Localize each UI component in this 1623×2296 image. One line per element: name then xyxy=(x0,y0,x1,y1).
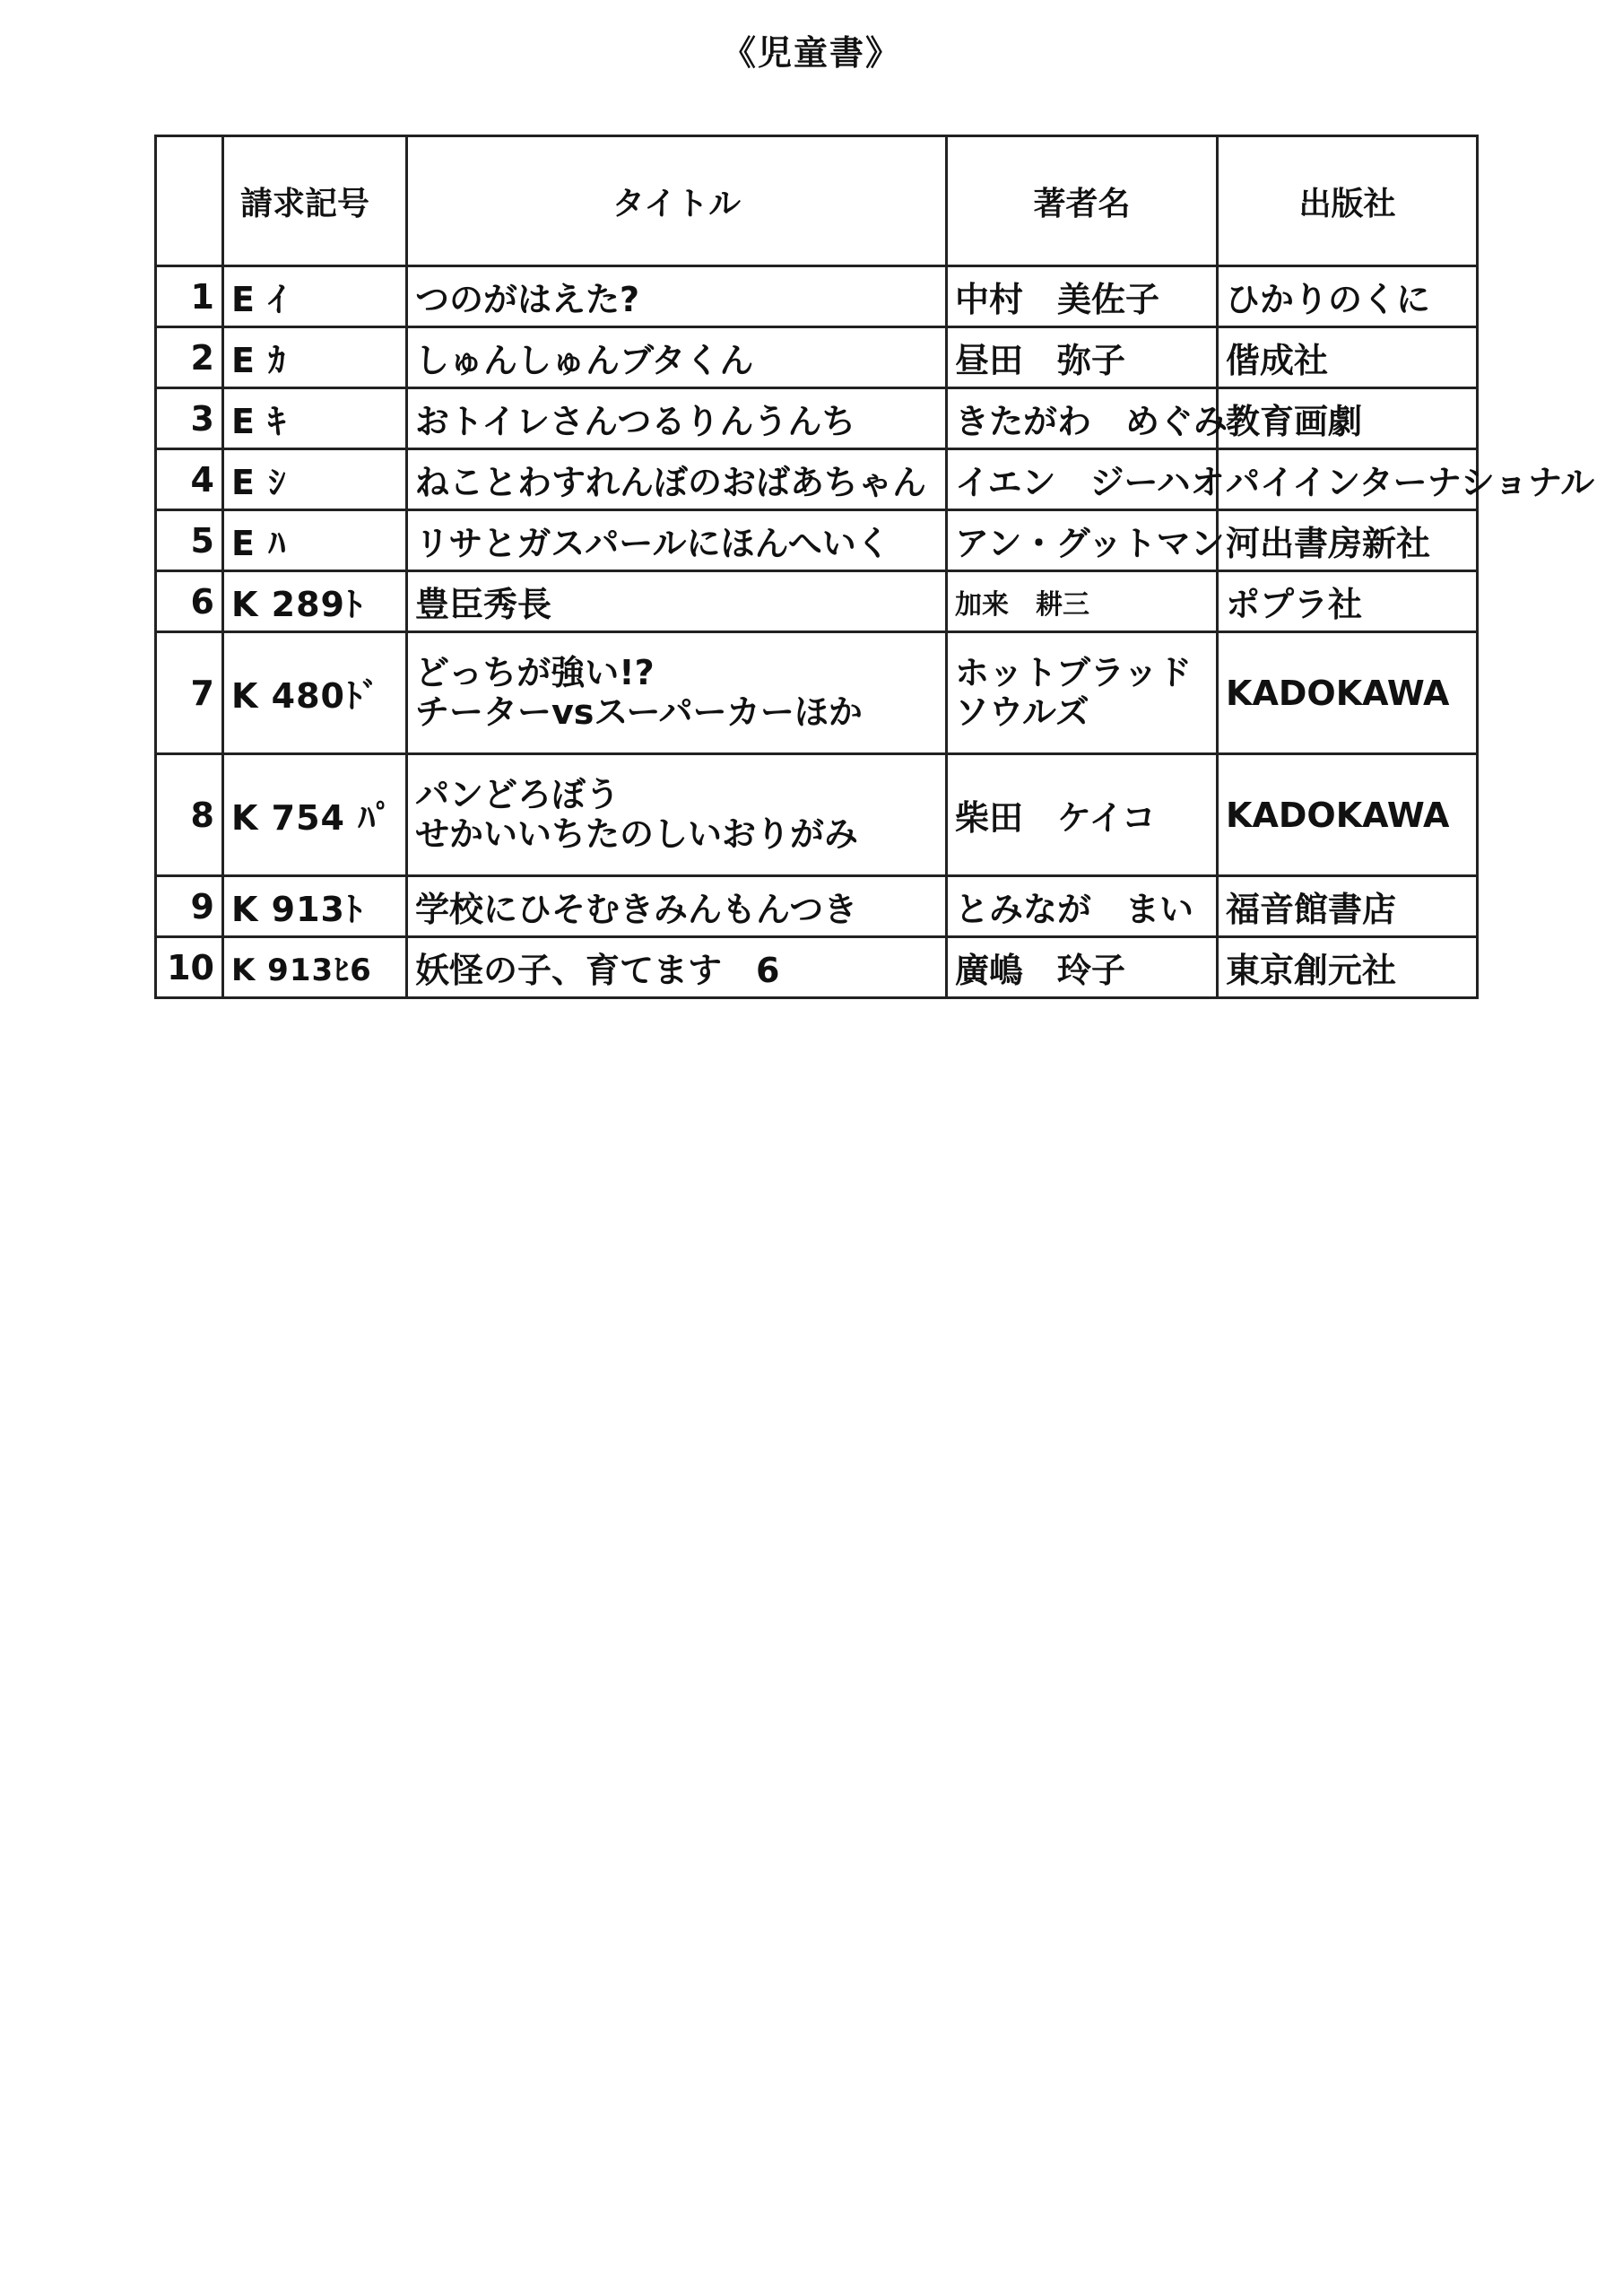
book-title: ねことわすれんぼのおばあちゃん xyxy=(407,449,947,510)
row-number: 4 xyxy=(156,449,223,510)
call-number: K 480ﾄﾞ xyxy=(223,632,407,754)
row-number: 9 xyxy=(156,876,223,937)
book-title: おトイレさんつるりんうんち xyxy=(407,388,947,449)
author-name: アン・グットマン xyxy=(947,510,1218,571)
call-number: E ｶ xyxy=(223,327,407,388)
call-number: E ｼ xyxy=(223,449,407,510)
book-title-line: チーターvsスーパーカーほか xyxy=(415,691,863,732)
book-title: リサとガスパールにほんへいく xyxy=(407,510,947,571)
publisher-name: パイインターナショナル xyxy=(1218,449,1478,510)
author-name: とみなが まい xyxy=(947,876,1218,937)
row-number: 8 xyxy=(156,754,223,876)
publisher-name: 福音館書店 xyxy=(1218,876,1478,937)
page-title: 《児童書》 xyxy=(721,33,901,73)
call-number: K 913ﾋ6 xyxy=(223,937,407,998)
publisher-name: 河出書房新社 xyxy=(1218,510,1478,571)
book-title: つのがはえた? xyxy=(407,266,947,327)
header-number xyxy=(156,136,223,266)
header-author: 著者名 xyxy=(947,136,1218,266)
call-number: E ｷ xyxy=(223,388,407,449)
author-name xyxy=(947,632,1218,754)
row-number: 6 xyxy=(156,571,223,632)
author-name: 柴田 ケイコ xyxy=(947,754,1218,876)
table-row xyxy=(156,571,1478,632)
table-row xyxy=(156,937,1478,998)
table-row xyxy=(156,632,1478,754)
book-title: 学校にひそむきみんもんつき xyxy=(407,876,947,937)
call-number: E ﾊ xyxy=(223,510,407,571)
book-title-line: パンどろぼう xyxy=(415,774,621,814)
table-row xyxy=(156,510,1478,571)
table-row xyxy=(156,876,1478,937)
publisher-name: ひかりのくに xyxy=(1218,266,1478,327)
table-row xyxy=(156,327,1478,388)
row-number: 5 xyxy=(156,510,223,571)
table-row xyxy=(156,266,1478,327)
header-publisher: 出版社 xyxy=(1218,136,1478,266)
author-name: 中村 美佐子 xyxy=(947,266,1218,327)
call-number: K 913ﾄ xyxy=(223,876,407,937)
header-title: タイトル xyxy=(407,136,947,266)
book-title: 豊臣秀長 xyxy=(407,571,947,632)
table-header-row xyxy=(156,136,1478,266)
author-name-line: ソウルズ xyxy=(955,691,1089,732)
author-name: 廣嶋 玲子 xyxy=(947,937,1218,998)
book-title xyxy=(407,754,947,876)
book-title: しゅんしゅんブタくん xyxy=(407,327,947,388)
call-number: K 289ﾄ xyxy=(223,571,407,632)
author-name: きたがわ めぐみ xyxy=(947,388,1218,449)
book-title xyxy=(407,632,947,754)
row-number: 7 xyxy=(156,632,223,754)
table-row xyxy=(156,754,1478,876)
publisher-name: 偕成社 xyxy=(1218,327,1478,388)
author-name-line: ホットブラッド xyxy=(955,652,1193,692)
author-name: 加来 耕三 xyxy=(947,571,1218,632)
row-number: 2 xyxy=(156,327,223,388)
publisher-name: ポプラ社 xyxy=(1218,571,1478,632)
call-number: K 754 ﾊﾟ xyxy=(223,754,407,876)
author-name: イエン ジーハオ xyxy=(947,449,1218,510)
book-title-line: どっちが強い!? xyxy=(415,652,655,692)
publisher-name: 教育画劇 xyxy=(1218,388,1478,449)
publisher-name: 東京創元社 xyxy=(1218,937,1478,998)
book-title: 妖怪の子、育てます 6 xyxy=(407,937,947,998)
row-number: 1 xyxy=(156,266,223,327)
call-number: E ｲ xyxy=(223,266,407,327)
book-list-table xyxy=(154,135,1595,999)
book-title-line: せかいいちたのしいおりがみ xyxy=(415,813,859,854)
row-number: 10 xyxy=(156,937,223,998)
row-number: 3 xyxy=(156,388,223,449)
table-row xyxy=(156,449,1478,510)
table-row xyxy=(156,388,1478,449)
author-name: 昼田 弥子 xyxy=(947,327,1218,388)
publisher-name: KADOKAWA xyxy=(1218,632,1478,754)
header-call-number: 請求記号 xyxy=(223,136,407,266)
publisher-name: KADOKAWA xyxy=(1218,754,1478,876)
